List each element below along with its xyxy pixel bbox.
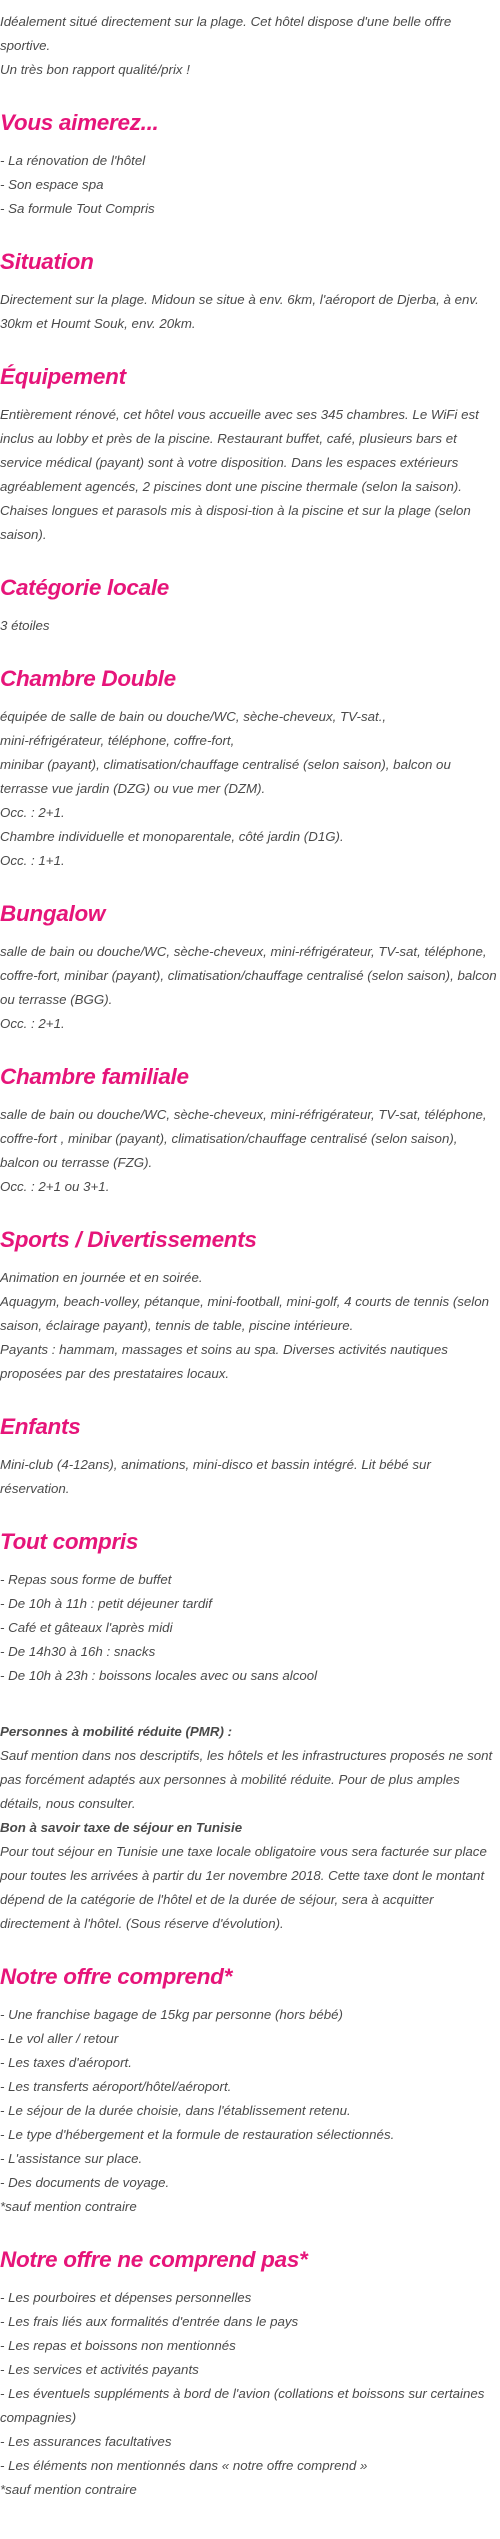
section-text: Mini-club (4-12ans), animations, mini-disco et bassin intégré. Lit bébé sur réservation. — [0, 1457, 431, 1496]
section-pmr — [0, 1720, 500, 1936]
section-title: Vous aimerez... — [0, 110, 159, 135]
section-title: Équipement — [0, 364, 126, 389]
list-item: - Sa formule Tout Compris — [0, 201, 155, 216]
section-aimerez — [0, 108, 500, 221]
section-chambre-double — [0, 664, 500, 873]
list-item: - De 10h à 11h : petit déjeuner tardif — [0, 1596, 212, 1611]
list-item: *sauf mention contraire — [0, 2199, 137, 2214]
section-offre-ne-comprend — [0, 2245, 500, 2502]
list-item: - De 10h à 23h : boissons locales avec ou sans alcool — [0, 1668, 318, 1683]
section-line: Occ. : 1+1. — [0, 853, 65, 868]
tax-text: Pour tout séjour en Tunisie une taxe locale obligatoire vous sera facturée sur place pour toutes les arrivées à partir du 1er novembre 2018. Cette taxe dont le montant dépend de la catégorie de l'hôtel et de la durée de séjour, sera à acquitter directement à l'hôtel. (Sous réserve d'évolution). — [0, 1844, 487, 1931]
section-line: Chambre individuelle et monoparentale, côté jardin (D1G). — [0, 829, 344, 844]
list-item: - Les assurances facultatives — [0, 2434, 172, 2449]
section-offre-comprend — [0, 1962, 500, 2219]
list-item: - Des documents de voyage. — [0, 2175, 170, 2190]
pmr-heading: Personnes à mobilité réduite (PMR) : — [0, 1724, 232, 1739]
section-line: Animation en journée et en soirée. — [0, 1270, 203, 1285]
list-item: - Les repas et boissons non mentionnés — [0, 2338, 236, 2353]
section-line: Payants : hammam, massages et soins au spa. Diverses activités nautiques proposées par des prestataires locaux. — [0, 1342, 448, 1381]
list-item: - Repas sous forme de buffet — [0, 1572, 172, 1587]
list-item: - Café et gâteaux l'après midi — [0, 1620, 173, 1635]
section-line: Occ. : 2+1. — [0, 1016, 65, 1031]
section-title: Tout compris — [0, 1529, 139, 1554]
section-line: minibar (payant), climatisation/chauffage centralisé (selon saison), balcon ou terrasse vue jardin (DZG) ou vue mer (DZM). — [0, 757, 451, 796]
list-item: - Le type d'hébergement et la formule de restauration sélectionnés. — [0, 2127, 395, 2142]
list-item: - Son espace spa — [0, 177, 104, 192]
list-item: - Les transferts aéroport/hôtel/aéroport. — [0, 2079, 232, 2094]
section-line: mini-réfrigérateur, téléphone, coffre-fort, — [0, 733, 235, 748]
list-item: - Les éléments non mentionnés dans « notre offre comprend » — [0, 2458, 368, 2473]
section-line: Occ. : 2+1 ou 3+1. — [0, 1179, 110, 1194]
section-line: salle de bain ou douche/WC, sèche-cheveux, mini-réfrigérateur, TV-sat, téléphone, coffre-fort, minibar (payant), climatisation/chauffage centralisé (selon saison), balcon ou terrasse (BGG). — [0, 944, 497, 1007]
section-title: Bungalow — [0, 901, 106, 926]
intro-line: Un très bon rapport qualité/prix ! — [0, 62, 190, 77]
section-line: Occ. : 2+1. — [0, 805, 65, 820]
pmr-text: Sauf mention dans nos descriptifs, les hôtels et les infrastructures proposés ne sont pas forcément adaptés aux personnes à mobilité réduite. Pour de plus amples détails, nous consulter. — [0, 1748, 493, 1811]
section-title: Sports / Divertissements — [0, 1227, 257, 1252]
section-title: Catégorie locale — [0, 575, 170, 600]
list-item: - Les frais liés aux formalités d'entrée dans le pays — [0, 2314, 299, 2329]
tax-heading: Bon à savoir taxe de séjour en Tunisie — [0, 1820, 243, 1835]
section-title: Notre offre ne comprend pas* — [0, 2247, 308, 2272]
list-item: - La rénovation de l'hôtel — [0, 153, 146, 168]
intro — [0, 10, 500, 82]
section-sports — [0, 1225, 500, 1386]
list-item: - Les taxes d'aéroport. — [0, 2055, 132, 2070]
section-title: Chambre familiale — [0, 1064, 189, 1089]
section-bungalow — [0, 899, 500, 1036]
section-title: Chambre Double — [0, 666, 176, 691]
list-item: - Le séjour de la durée choisie, dans l'établissement retenu. — [0, 2103, 351, 2118]
section-text: 3 étoiles — [0, 618, 50, 633]
section-text: Directement sur la plage. Midoun se situe à env. 6km, l'aéroport de Djerba, à env. 30km et Houmt Souk, env. 20km. — [0, 292, 479, 331]
section-equipement — [0, 362, 500, 547]
section-line: salle de bain ou douche/WC, sèche-cheveux, mini-réfrigérateur, TV-sat, téléphone, coffre-fort , minibar (payant), climatisation/chauffage centralisé (selon saison), balcon ou terrasse (FZG). — [0, 1107, 487, 1170]
list-item: - L'assistance sur place. — [0, 2151, 143, 2166]
section-categorie — [0, 573, 500, 638]
list-item: - Une franchise bagage de 15kg par personne (hors bébé) — [0, 2007, 343, 2022]
section-enfants — [0, 1412, 500, 1501]
list-item: - Le vol aller / retour — [0, 2031, 119, 2046]
list-item: *sauf mention contraire — [0, 2482, 137, 2497]
list-item: - Les services et activités payants — [0, 2362, 199, 2377]
section-line: Aquagym, beach-volley, pétanque, mini-football, mini-golf, 4 courts de tennis (selon saison, éclairage payant), tennis de table, piscine intérieure. — [0, 1294, 490, 1333]
section-title: Notre offre comprend* — [0, 1964, 233, 1989]
list-item: - Les pourboires et dépenses personnelles — [0, 2290, 252, 2305]
section-situation — [0, 247, 500, 336]
section-tout-compris — [0, 1527, 500, 1688]
spacer — [0, 1688, 500, 1720]
section-text: Entièrement rénové, cet hôtel vous accueille avec ses 345 chambres. Le WiFi est inclus au lobby et près de la piscine. Restaurant buffet, café, plusieurs bars et service médical (payant) sont à votre disposition. Dans les espaces extérieurs agréablement agencés, 2 piscines dont une piscine thermale (selon la saison). Chaises longues et parasols mis à disposi-tion à la piscine et sur la plage (selon saison). — [0, 407, 479, 542]
list-item: - Les éventuels suppléments à bord de l'avion (collations et boissons sur certaines compagnies) — [0, 2386, 485, 2425]
intro-line: Idéalement situé directement sur la plage. Cet hôtel dispose d'une belle offre sportive. — [0, 14, 452, 53]
section-chambre-familiale — [0, 1062, 500, 1199]
section-title: Situation — [0, 249, 94, 274]
list-item: - De 14h30 à 16h : snacks — [0, 1644, 156, 1659]
section-title: Enfants — [0, 1414, 81, 1439]
section-line: équipée de salle de bain ou douche/WC, sèche-cheveux, TV-sat., — [0, 709, 387, 724]
